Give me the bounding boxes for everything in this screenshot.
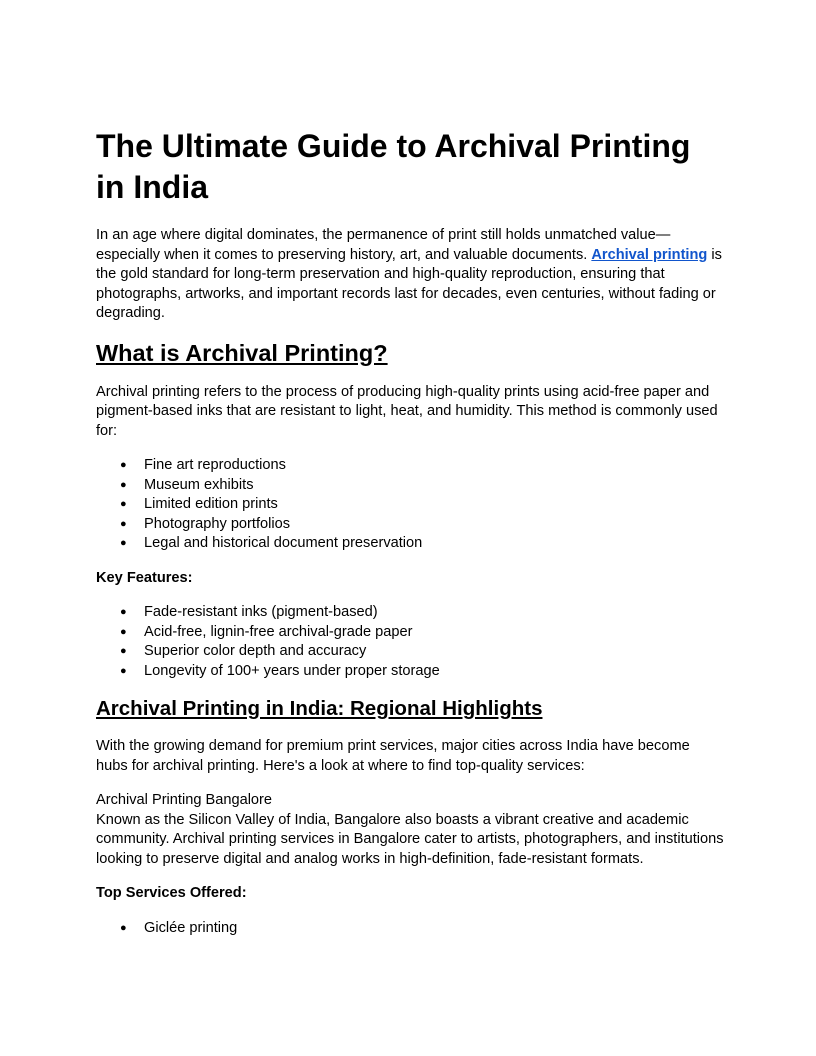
intro-text-before-link: In an age where digital dominates, the permanence of print still holds unmatched value—especially when it comes to preserving history, art, and valuable documents. — [96, 227, 671, 263]
bullet-icon: ● — [120, 664, 127, 677]
bullet-icon: ● — [120, 537, 127, 549]
list-item: ● Superior color depth and accuracy — [96, 642, 724, 662]
bullet-icon: ● — [120, 606, 127, 618]
bullet-icon: ● — [120, 517, 127, 530]
section-paragraph-regional: With the growing demand for premium print services, major cities across India have become hubs for archival printing. Here's a look at where to find top-quality services: — [96, 738, 690, 774]
bullet-icon: ● — [120, 459, 127, 471]
document-title: The Ultimate Guide to Archival Printing in India — [96, 128, 691, 205]
intro-paragraph — [96, 226, 724, 324]
list-item: ● Giclée printing — [96, 919, 724, 939]
list-item: ● Fine art reproductions — [96, 456, 724, 476]
section-heading-what-is: What is Archival Printing? — [96, 339, 388, 366]
list-item: ● Fade-resistant inks (pigment-based) — [96, 603, 724, 623]
bullet-icon: ● — [120, 921, 127, 934]
features-list — [96, 603, 724, 681]
intro-text-after-link: is the gold standard for long-term preservation and high-quality reproduction, ensuring that photographs, artworks, and important records last for decades, even centuries, without fading or degrading. — [96, 246, 722, 321]
key-features-label: Key Features: — [96, 569, 193, 586]
list-item: ● Limited edition prints — [96, 495, 724, 515]
list-item: ● Photography portfolios — [96, 515, 724, 535]
archival-printing-link[interactable]: Archival printing — [591, 246, 708, 263]
document-page — [96, 126, 724, 953]
city-description: Known as the Silicon Valley of India, Bangalore also boasts a vibrant creative and academic community. Archival printing services in Bangalore cater to artists, photographers, and institutions looking to preserve digital and analog works in high-definition, fade-resistant formats. — [96, 811, 724, 867]
bullet-icon: ● — [120, 478, 127, 491]
city-block-bangalore — [96, 791, 724, 869]
section-paragraph-definition: Archival printing refers to the process of producing high-quality prints using acid-free paper and pigment-based inks that are resistant to light, heat, and humidity. This method is commonly used for: — [96, 383, 718, 439]
top-services-label: Top Services Offered: — [96, 885, 247, 901]
list-item: ● Museum exhibits — [96, 476, 724, 496]
services-list — [96, 919, 724, 939]
bullet-icon: ● — [120, 498, 127, 510]
list-item: ● Longevity of 100+ years under proper storage — [96, 662, 724, 682]
bullet-icon: ● — [120, 645, 127, 657]
section-heading-regional: Archival Printing in India: Regional Highlights — [96, 697, 543, 720]
uses-list — [96, 456, 724, 554]
list-item: ● Legal and historical document preservation — [96, 534, 724, 554]
list-item: ● Acid-free, lignin-free archival-grade paper — [96, 623, 724, 643]
city-title: Archival Printing Bangalore — [96, 792, 273, 808]
bullet-icon: ● — [120, 625, 127, 638]
